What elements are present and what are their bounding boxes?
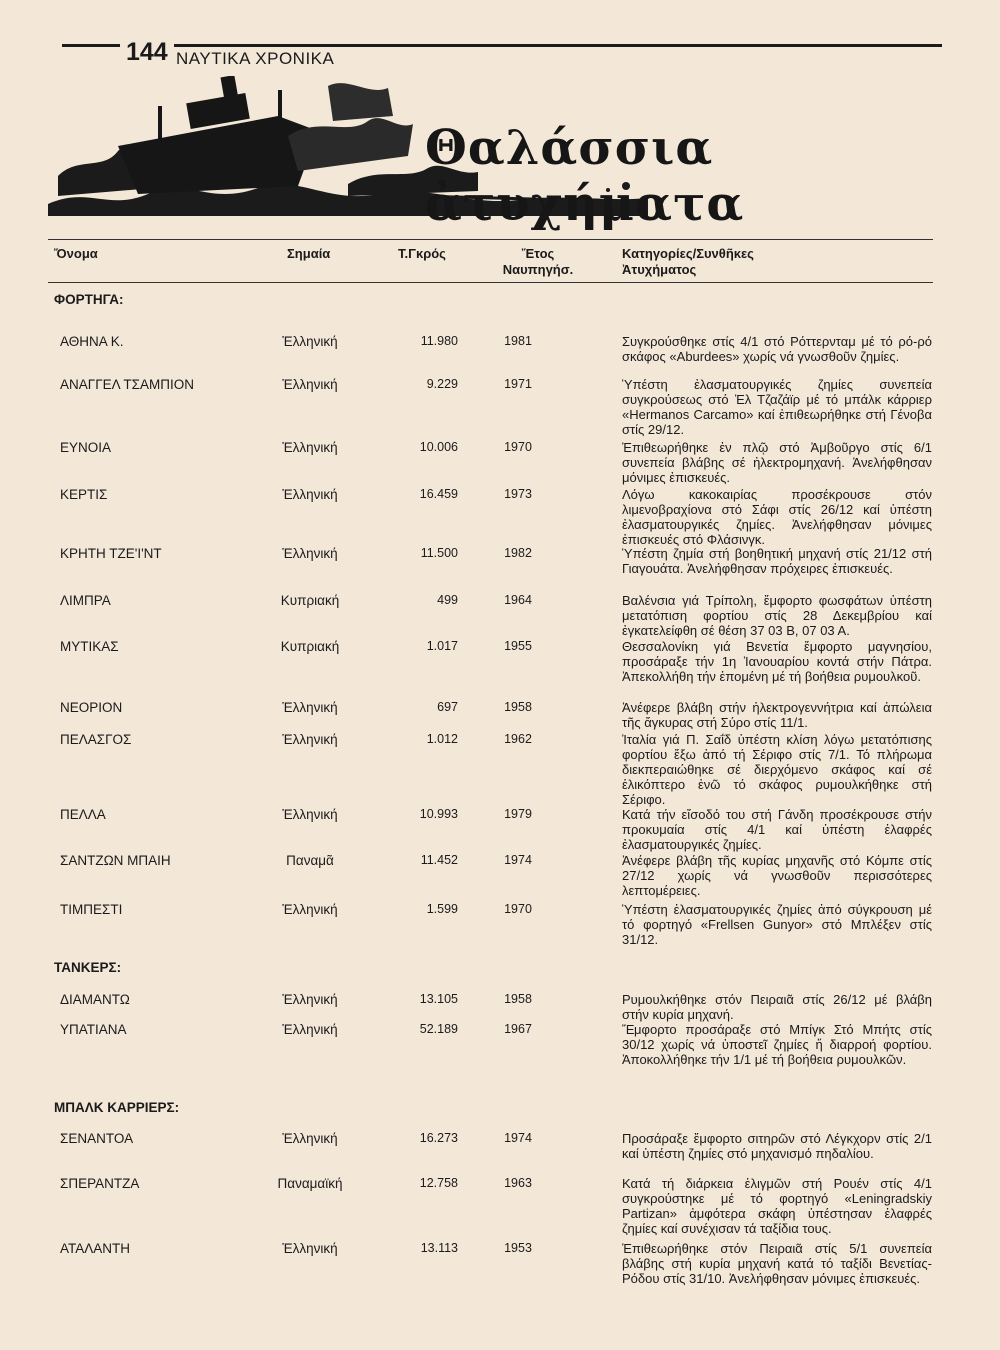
ship-name: ΜΥΤΙΚΑΣ [60, 639, 119, 654]
accident-description: Συγκρούσθηκε στίς 4/1 στό Ρόττερνταμ μέ τό ρό-ρό σκάφος «Aburdees» χωρίς νά γνωσθοῦν ζημίες. [622, 334, 932, 364]
ship-flag: Ἑλληνική [282, 377, 338, 392]
ship-flag: Ἑλληνική [282, 1241, 338, 1256]
ship-tonnage: 11.452 [420, 853, 458, 867]
ship-build-year: 1958 [504, 700, 532, 714]
col-header-desc-line1: Κατηγορίες/Συνθῆκες [622, 246, 754, 261]
ship-build-year: 1982 [504, 546, 532, 560]
ship-flag: Παναμᾶ [286, 853, 334, 868]
header-rule [62, 44, 942, 47]
ship-name: ΚΕΡΤΙΣ [60, 487, 108, 502]
ship-name: ΑΤΑΛΑΝΤΗ [60, 1241, 131, 1256]
col-header-description [622, 246, 754, 278]
accident-description: Ὑπέστη ἐλασματουργικές ζημίες συνεπεία συγκρούσεως στό Ἐλ Τζαζάϊρ μέ τό μπάλκ κάρριερ «Hermanos Carcamo» καί ἐπιθεωρήθηκε στή Γένοβα στίς 29/12. [622, 377, 932, 437]
ship-flag: Ἑλληνική [282, 440, 338, 455]
ship-build-year: 1970 [504, 440, 532, 454]
ship-name: ΠΕΛΛΑ [60, 807, 106, 822]
ship-tonnage: 10.993 [419, 807, 458, 821]
ship-name: ΠΕΛΑΣΓΟΣ [60, 732, 132, 747]
table-header-top-rule [48, 239, 933, 240]
ship-flag: Ἑλληνική [282, 992, 338, 1007]
magazine-name: ΝΑΥΤΙΚΑ ΧΡΟΝΙΚΑ [176, 49, 335, 68]
accident-description: Κατά τήν εἴσοδό του στή Γάνδη προσέκρουσε στήν προκυμαία στίς 4/1 καί ὑπέστη ἐλαφρές ἐλασματουργικές ζημίες. [622, 807, 932, 852]
ship-tonnage: 697 [437, 700, 458, 714]
accident-description: Προσάραξε ἔμφορτο σιτηρῶν στό Λέγκχορν στίς 2/1 καί ὑπέστη ζημίες στό μηχανισμό πηδαλίου. [622, 1131, 932, 1161]
col-header-year-line2: Ναυπηγήσ. [502, 262, 574, 277]
ship-build-year: 1974 [504, 853, 532, 867]
ship-flag: Ἑλληνική [282, 902, 338, 917]
ship-build-year: 1973 [504, 487, 532, 501]
ship-flag: Ἑλληνική [282, 700, 338, 715]
ship-name: ΕΥΝΟΙΑ [60, 440, 112, 455]
table-header-bottom-rule [48, 282, 933, 283]
ship-name: ΑΘΗΝΑ Κ. [60, 334, 124, 349]
article-title: Θαλάσσια ἀτυχήματα [425, 120, 745, 232]
accident-description: Ρυμουλκήθηκε στόν Πειραιᾶ στίς 26/12 μέ βλάβη στήν κυρία μηχανή. [622, 992, 932, 1022]
ship-name: ΚΡΗΤΗ ΤΖΕ'Ι'ΝΤ [60, 546, 162, 561]
page-number: 144 [120, 38, 174, 67]
ship-name: ΣΕΝΑΝΤΟΑ [60, 1131, 134, 1146]
ship-build-year: 1971 [504, 377, 532, 391]
ship-tonnage: 1.012 [426, 732, 458, 746]
col-header-tonnage: Τ.Γκρός [398, 246, 446, 261]
ship-build-year: 1964 [504, 593, 532, 607]
ship-tonnage: 10.006 [419, 440, 458, 454]
accident-description: Ὑπέστη ἐλασματουργικές ζημίες ἀπό σύγκρουση μέ τό φορτηγό «Frellsen Gunyor» στό Μπλέξεν στίς 31/12. [622, 902, 932, 947]
ship-flag: Ἑλληνική [282, 732, 338, 747]
accident-description: Κατά τή διάρκεια ἑλιγμῶν στή Ρουέν στίς 4/1 συγκρούστηκε μέ τό φορτηγό «Leningradskiy Partizan» ἀμφότερα σκάφη ὑπέστησαν ἐλαφρές ζημίες καί συνέχισαν τά ταξίδια τους. [622, 1176, 932, 1236]
ship-build-year: 1970 [504, 902, 532, 916]
ship-name: ΔΙΑΜΑΝΤΩ [60, 992, 130, 1007]
accident-description: Λόγω κακοκαιρίας προσέκρουσε στόν λιμενοβραχίονα στό Σάφι στίς 26/12 καί ὑπέστη ἐλασματουργικές ζημίες. Ἀνελήφθησαν μόνιμες ἐπισκευές στό Φλάσινγκ. [622, 487, 932, 547]
ship-flag: Ἑλληνική [282, 546, 338, 561]
ship-tonnage: 13.105 [419, 992, 458, 1006]
ship-tonnage: 13.113 [420, 1241, 458, 1255]
ship-tonnage: 16.273 [419, 1131, 458, 1145]
accident-description: Ἀνέφερε βλάβη τῆς κυρίας μηχανῆς στό Κόμπε στίς 27/12 χωρίς νά γνωσθοῦν περισσότερες λεπτομέρειες. [622, 853, 932, 898]
accident-description: Ἰταλία γιά Π. Σαΐδ ὑπέστη κλίση λόγω μετατόπισης φορτίου ἔξω ἀπό τή Σέριφο στίς 7/1. Τό πλήρωμα διεκπεραιώθηκε σέ διερχόμενο σκάφος καί σέ ἑλικόπτερο ἐνῶ τό σκάφος ρυμουλκήθηκε στή Σέριφο. [622, 732, 932, 807]
ship-name: ΝΕΟΡΙΟΝ [60, 700, 123, 715]
ship-build-year: 1955 [504, 639, 532, 653]
ship-build-year: 1967 [504, 1022, 532, 1036]
ship-name: ΑΝΑΓΓΕΛ ΤΣΑΜΠΙΟΝ [60, 377, 195, 392]
ship-tonnage: 11.980 [420, 334, 458, 348]
col-header-desc-line2: Ἀτυχήματος [622, 262, 697, 277]
ship-tonnage: 1.599 [426, 902, 458, 916]
accident-description: Θεσσαλονίκη γιά Βενετία ἔμφορτο μαγνησίου, προσάραξε τήν 1η Ἰανουαρίου κοντά στήν Πάτρα. Ἀπεκολλήθη τήν ἑπομένη μέ τή βοήθεια ρυμουλκοῦ. [622, 639, 932, 684]
col-header-flag: Σημαία [287, 246, 331, 261]
ship-tonnage: 16.459 [419, 487, 458, 501]
ship-flag: Κυπριακή [280, 639, 340, 654]
accident-description: Ἐπιθεωρήθηκε ἐν πλῷ στό Ἀμβοῦργο στίς 6/1 συνεπεία βλάβης σέ ἠλεκτρομηχανή. Ἀνελήφθησαν μόνιμες ἐπισκευές. [622, 440, 932, 485]
accident-description: Ἔμφορτο προσάραξε στό Μπίγκ Στό Μπήτς στίς 30/12 χωρίς νά ὑποστεῖ ζημίες ἤ διαρροή φορτίου. Ἀποκολλήθηκε τήν 1/1 μέ τή βοήθεια ρυμουλκῶν. [622, 1022, 932, 1067]
ship-build-year: 1958 [504, 992, 532, 1006]
ship-flag: Ἑλληνική [282, 807, 338, 822]
ship-name: ΛΙΜΠΡΑ [60, 593, 111, 608]
ship-build-year: 1979 [504, 807, 532, 821]
ship-name: ΣΠΕΡΑΝΤΖΑ [60, 1176, 140, 1191]
ship-flag: Ἑλληνική [282, 1022, 338, 1037]
ship-tonnage: 1.017 [426, 639, 458, 653]
ship-flag: Ἑλληνική [282, 334, 338, 349]
accident-description: Ὑπέστη ζημία στή βοηθητική μηχανή στίς 21/12 στή Γιαγουάτα. Ἀνελήφθησαν πρόχειρες ἐπισκευές. [622, 546, 932, 576]
ship-flag: Παναμαϊκή [277, 1176, 343, 1191]
col-header-name: Ὄνομα [54, 246, 98, 261]
ship-build-year: 1981 [504, 334, 532, 348]
ship-build-year: 1962 [504, 732, 532, 746]
ship-tonnage: 52.189 [419, 1022, 458, 1036]
col-header-year-line1: Ἔτος [521, 246, 555, 261]
ship-tonnage: 11.500 [420, 546, 458, 560]
accident-description: Ἐπιθεωρήθηκε στόν Πειραιᾶ στίς 5/1 συνεπεία βλάβης στή κυρία μηχανή κατά τό ταξίδι Βενετίας-Ρόδου στίς 31/10. Ἀνελήφθησαν μόνιμες ἐπισκευές. [622, 1241, 932, 1286]
accident-description: Βαλένσια γιά Τρίπολη, ἔμφορτο φωσφάτων ὑπέστη μετατόπιση φορτίου στίς 28 Δεκεμβρίου καί ἐγκατελείφθη σέ θέση 37 03 Β, 07 03 Α. [622, 593, 932, 638]
section-bulk-carriers: ΜΠΑΛΚ ΚΑΡΡΙΕΡΣ: [54, 1100, 180, 1115]
ship-build-year: 1974 [504, 1131, 532, 1145]
ship-flag: Ἑλληνική [282, 487, 338, 502]
ship-tonnage: 9.229 [426, 377, 458, 391]
section-cargo: ΦΟΡΤΗΓΑ: [54, 292, 124, 307]
ship-name: ΥΠΑΤΙΑΝΑ [60, 1022, 127, 1037]
ship-flag: Κυπριακή [280, 593, 340, 608]
accident-description: Ἀνέφερε βλάβη στήν ἠλεκτρογεννήτρια καί ἀπώλεια τῆς ἄγκυρας στή Σύρο στίς 11/1. [622, 700, 932, 730]
ship-name: ΤΙΜΠΕΣΤΙ [60, 902, 123, 917]
ship-build-year: 1963 [504, 1176, 532, 1190]
col-header-year [498, 246, 578, 278]
ship-flag: Ἑλληνική [282, 1131, 338, 1146]
ship-tonnage: 12.758 [419, 1176, 458, 1190]
ship-build-year: 1953 [504, 1241, 532, 1255]
ship-name: ΣΑΝΤΖΩΝ ΜΠΑΙΗ [60, 853, 171, 868]
section-tankers: ΤΑΝΚΕΡΣ: [54, 960, 122, 975]
ship-tonnage: 499 [437, 593, 458, 607]
